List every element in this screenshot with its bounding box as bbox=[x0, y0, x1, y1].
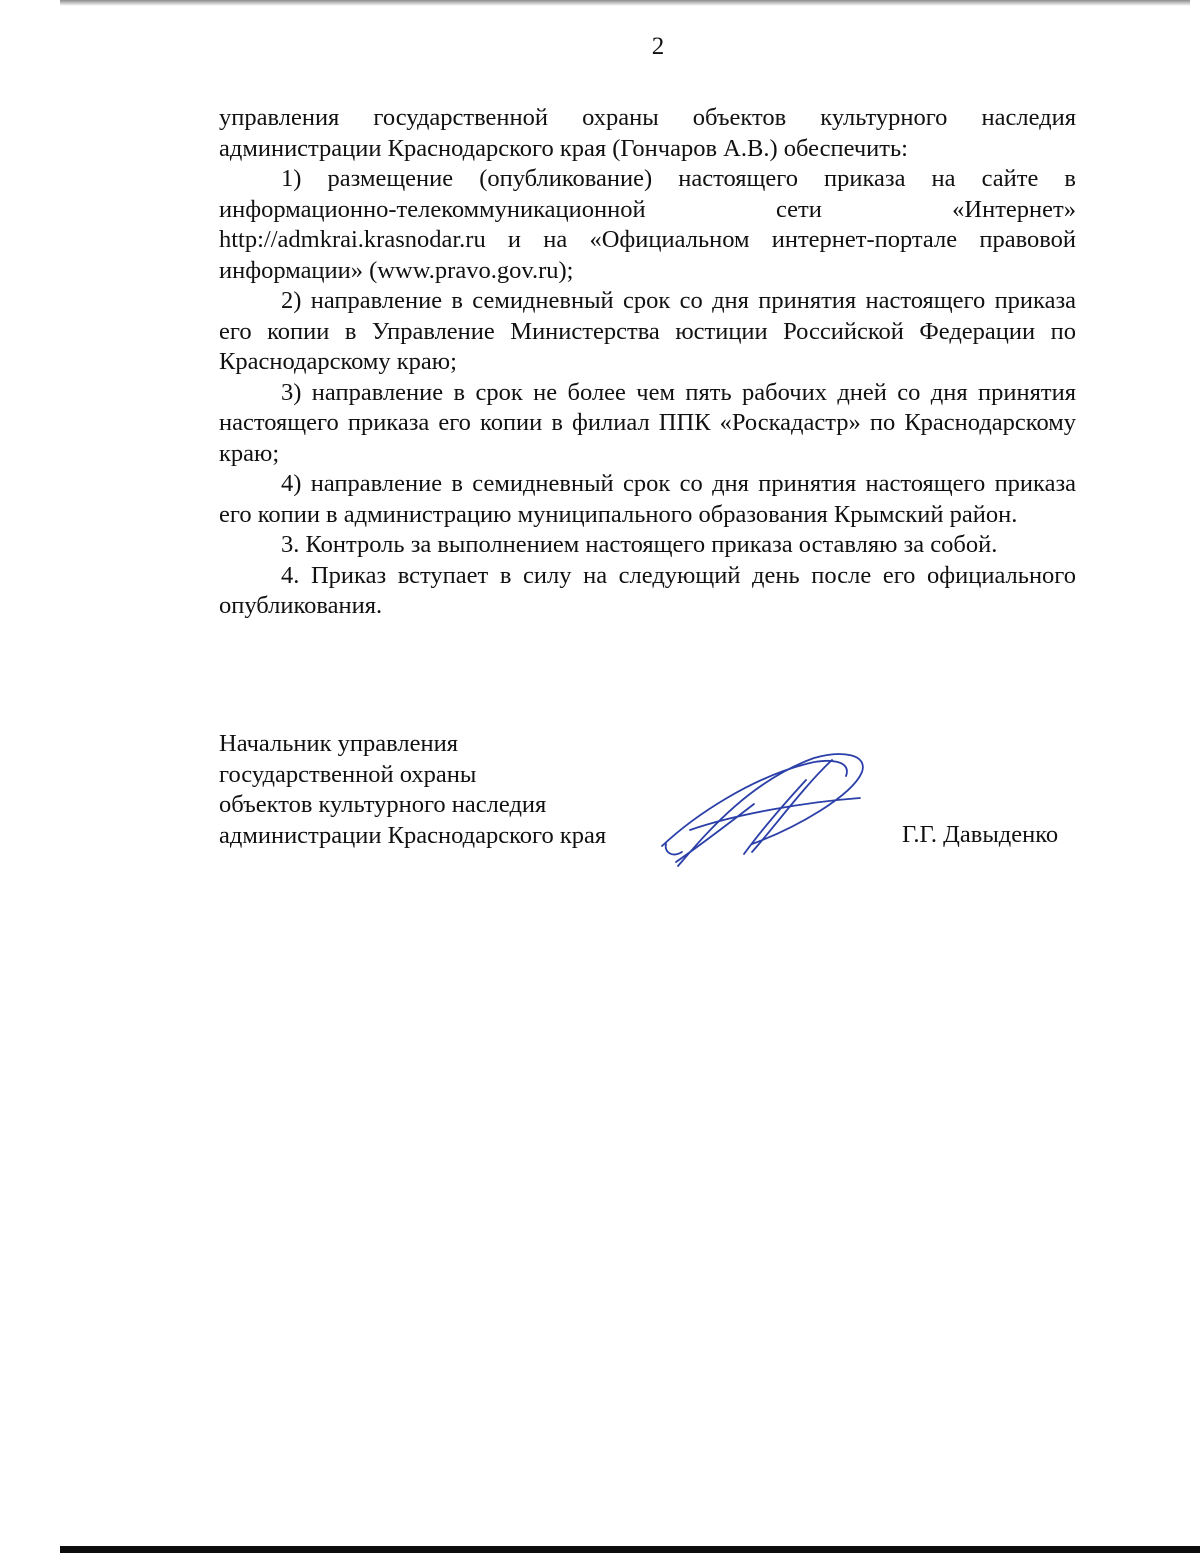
position-line: объектов культурного наследия bbox=[219, 791, 547, 818]
signature-stroke bbox=[666, 844, 682, 854]
handwritten-signature bbox=[656, 748, 872, 870]
page-number: 2 bbox=[651, 33, 665, 60]
position-line: Начальник управления bbox=[219, 730, 458, 757]
signature-stroke bbox=[676, 804, 754, 862]
scan-top-edge bbox=[60, 0, 1190, 6]
paragraph-item-4: 4) направление в семидневный срок со дня принятия настоящего приказа его копии в администрацию муниципального образования Крымский район. bbox=[219, 470, 1076, 528]
position-line: государственной охраны bbox=[219, 760, 477, 788]
document-body bbox=[219, 103, 1076, 622]
signatory-position bbox=[219, 729, 606, 851]
paragraph-continuation: управления государственной охраны объектов культурного наследия администрации Краснодарского края (Гончаров А.В.) обеспечить: bbox=[219, 104, 1076, 162]
signatory-name: Г.Г. Давыденко bbox=[902, 821, 1059, 848]
paragraph-item-2: 2) направление в семидневный срок со дня принятия настоящего приказа его копии в Управление Министерства юстиции Российской Федерации по Краснодарскому краю; bbox=[219, 287, 1076, 375]
paragraph-item-3: 3) направление в срок не более чем пять рабочих дней со дня принятия настоящего приказа его копии в филиал ППК «Роскадастр» по Краснодарскому краю; bbox=[219, 378, 1076, 467]
paragraph-item-1: 1) размещение (опубликование) настоящего приказа на сайте в информационно-телекоммуникационной сети «Интернет» http://admkrai.krasnodar.ru и на «Официальном интернет-портале правовой информации» (www.pravo.gov.ru); bbox=[219, 165, 1076, 284]
paragraph-clause-4: 4. Приказ вступает в силу на следующий день после его официального опубликования. bbox=[219, 561, 1076, 619]
paragraph-clause-3: 3. Контроль за выполнением настоящего приказа оставляю за собой. bbox=[281, 531, 998, 558]
scan-bottom-edge bbox=[60, 1546, 1200, 1553]
position-line: администрации Краснодарского края bbox=[219, 821, 607, 849]
